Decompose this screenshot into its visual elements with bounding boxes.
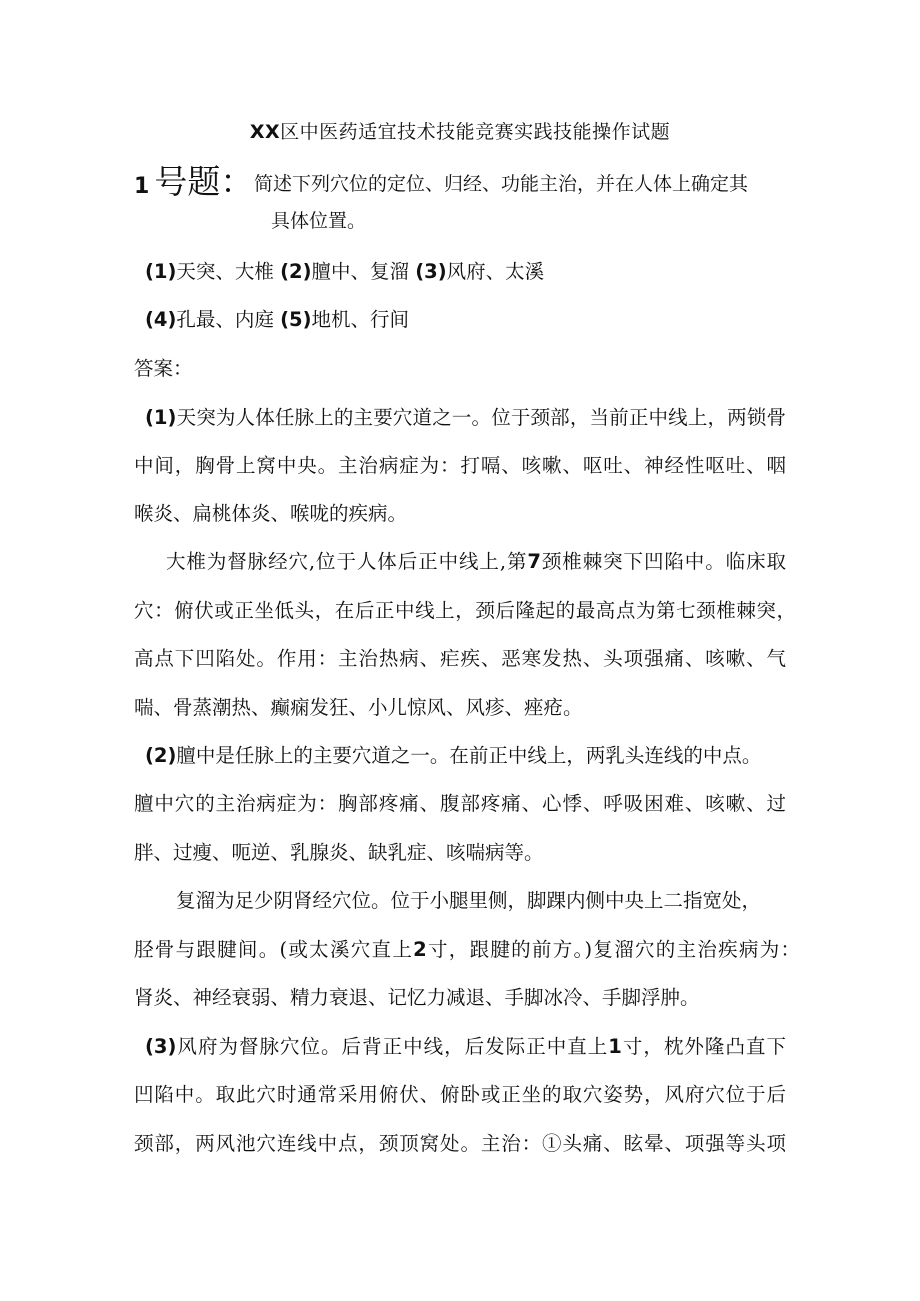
answer-paragraph-line: (3)风府为督脉穴位。后背正中线，后发际正中直上1寸，枕外隆凸直下 <box>145 1035 786 1058</box>
paragraph-number: (1) <box>145 406 177 429</box>
answer-paragraph-line: 中间，胸骨上窝中央。主治病症为：打嗝、咳嗽、呕吐、神经性呕吐、咽 <box>134 454 786 477</box>
answer-paragraph-line: 复溜为足少阴肾经穴位。位于小腿里侧，脚踝内侧中央上二指宽处， <box>176 889 762 912</box>
answer-paragraph-line: 高点下凹陷处。作用：主治热病、疟疾、恶寒发热、头项强痛、咳嗽、气 <box>134 647 786 670</box>
item-text: 膻中、复溜 <box>311 260 410 283</box>
title-prefix: XX <box>249 121 281 143</box>
document-title <box>0 118 920 146</box>
answer-paragraph-line: 大椎为督脉经穴,位于人体后正中线上,第7颈椎棘突下凹陷中。临床取 <box>166 550 786 573</box>
question-heading <box>134 160 253 204</box>
answer-paragraph-line: 喉炎、扁桃体炎、喉咙的疾病。 <box>134 502 408 525</box>
inline-number: 1 <box>608 1035 622 1058</box>
acupoint-list-line1 <box>145 258 544 286</box>
question-number: 1 <box>134 174 150 199</box>
question-text-line1: 简述下列穴位的定位、归经、功能主治，并在人体上确定其 <box>254 173 749 195</box>
paragraph-number: (2) <box>145 744 177 767</box>
item-text: 孔最、内庭 <box>176 308 274 331</box>
item-number: (3) <box>415 260 447 283</box>
item-number: (4) <box>145 308 177 331</box>
item-text: 地机、行间 <box>311 308 410 331</box>
answer-paragraph-line: 凹陷中。取此穴时通常采用俯伏、俯卧或正坐的取穴姿势，风府穴位于后 <box>134 1083 786 1106</box>
answer-paragraph-line: 颈部，两风池穴连线中点，颈顶窝处。主治：①头痛、眩晕、项强等头项 <box>134 1132 786 1155</box>
answer-paragraph-line: (1)天突为人体任脉上的主要穴道之一。位于颈部，当前正中线上，两锁骨 <box>145 406 786 429</box>
answer-label: 答案： <box>134 357 193 380</box>
inline-number: 2 <box>413 938 427 961</box>
answer-paragraph-line: (2)膻中是任脉上的主要穴道之一。在前正中线上，两乳头连线的中点。 <box>145 744 762 767</box>
answer-paragraph-line: 肾炎、神经衰弱、精力衰退、记忆力减退、手脚冰冷、手脚浮肿。 <box>134 986 700 1009</box>
question-text-line2: 具体位置。 <box>271 210 367 232</box>
answer-paragraph-line: 胖、过瘦、呃逆、乳腺炎、缺乳症、咳喘病等。 <box>134 841 544 864</box>
acupoint-list-line2 <box>145 306 409 334</box>
item-number: (2) <box>280 260 312 283</box>
answer-paragraph-line: 膻中穴的主治病症为：胸部疼痛、腹部疼痛、心悸、呼吸困难、咳嗽、过 <box>134 792 786 815</box>
answer-paragraph-line: 穴：俯伏或正坐低头，在后正中线上，颈后隆起的最高点为第七颈椎棘突， <box>134 599 796 622</box>
paragraph-number: (3) <box>145 1035 177 1058</box>
question-label: 号题： <box>154 162 254 201</box>
answer-paragraph-line: 胫骨与跟腱间。(或太溪穴直上2寸，跟腱的前方。)复溜穴的主治疾病为： <box>134 938 801 961</box>
item-text: 天突、大椎 <box>176 260 274 283</box>
title-main: 区中医药适宜技术技能竞赛实践技能操作试题 <box>280 121 671 143</box>
answer-paragraph-line: 喘、骨蒸潮热、癫痫发狂、小儿惊风、风疹、痤疮。 <box>134 696 583 719</box>
inline-number: 7 <box>527 550 541 573</box>
item-number: (1) <box>145 260 177 283</box>
item-text: 风府、太溪 <box>446 260 545 283</box>
item-number: (5) <box>280 308 312 331</box>
